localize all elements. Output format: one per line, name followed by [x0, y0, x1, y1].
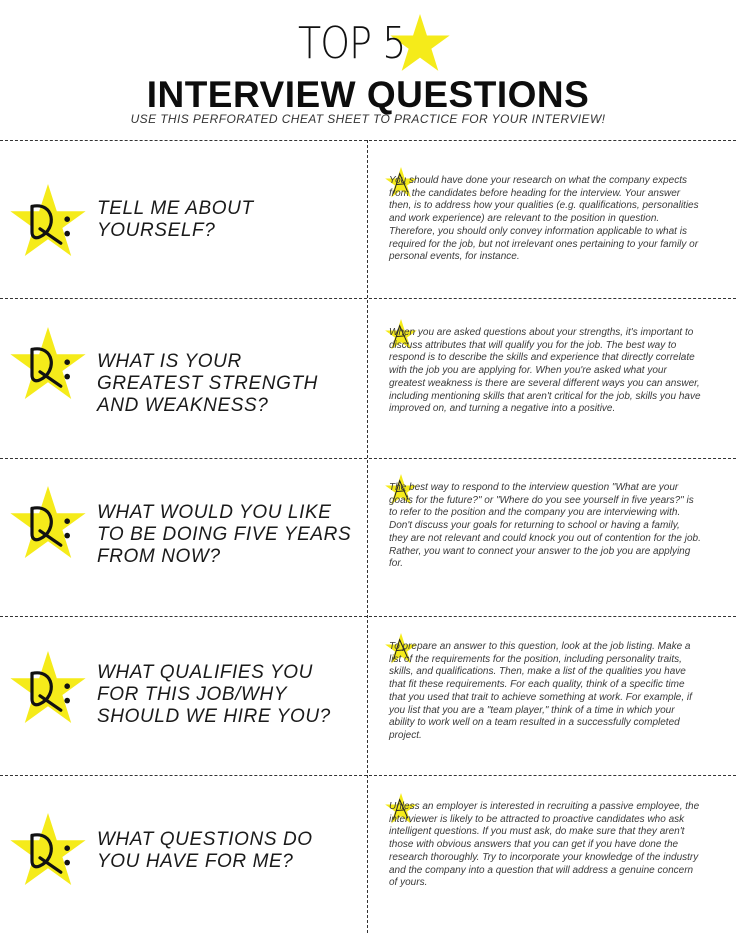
question-text: WHAT QUALIFIES YOU FOR THIS JOB/WHY SHOULD WE HIRE YOU?: [97, 662, 331, 727]
question-text: TELL ME ABOUT YOURSELF?: [97, 198, 254, 241]
question-text: WHAT IS YOUR GREATEST STRENGTH AND WEAKNESS?: [97, 351, 318, 416]
top-label: TOP 5: [298, 18, 406, 69]
qa-row: [0, 458, 736, 616]
question-text: WHAT QUESTIONS DO YOU HAVE FOR ME?: [97, 829, 313, 872]
top-label-group: [292, 14, 462, 76]
star-q-icon: [8, 484, 88, 564]
answer-text: You should have done your research on what the company expects from the candidates before heading for the interview. Your answer then, is to address how your qualities (e.g. qualifications, personalities and work experience) are relevant to the position in question. Therefore, you should only convey information applicable to what is required for the job, but not irrelevant ones pertaining to your family or personal events, for instance.: [389, 175, 699, 263]
qa-row: [0, 616, 736, 775]
qa-row: [0, 298, 736, 458]
star-q-icon: [8, 325, 88, 405]
qa-row: [0, 775, 736, 933]
star-q-icon: [8, 649, 88, 729]
page-title: INTERVIEW QUESTIONS: [146, 74, 590, 115]
answer-text: To prepare an answer to this question, look at the job listing. Make a list of the requirements for the position, including personality traits, skills, and qualifications. Then, make a list of the qualities you have that fit these requirements. For each quality, think of a specific time that you used that trait to achieve something at work. For example, if you list that you are a "team player," think of a time in which your ability to work well on a team resulted in a successfully completed project.: [389, 641, 692, 741]
answer-text: The best way to respond to the interview question "What are your goals for the future?" or "Where do you see yourself in five years?" is to refer to the position and the company you are interviewing with. Don't discuss your goals for returning to school or having a family, they are not relevant and could knock you out of contention for the job. Rather, you want to connect your answer to the job you are applying for.: [389, 482, 701, 570]
header: [0, 0, 736, 130]
star-q-icon: [8, 182, 88, 262]
page-subtitle: USE THIS PERFORATED CHEAT SHEET TO PRACTICE FOR YOUR INTERVIEW!: [130, 112, 606, 126]
star-q-icon: [8, 811, 88, 891]
answer-text: Unless an employer is interested in recruiting a passive employee, the interviewer is likely to be attracted to proactive candidates who ask intelligent questions. If you must ask, do make sure that they aren't those with obvious answers that you can get if you have done the research thoroughly. Try to incorporate your knowledge of the industry and the company into a question that will address a genuine concern of yours.: [389, 801, 700, 889]
answer-text: When you are asked questions about your strengths, it's important to discuss attributes that will qualify you for the job. The best way to respond is to describe the skills and experience that directly correlate with the job you are applying for. When you're asked what your greatest weakness is there are several different ways you can answer, including mentioning skills that aren't critical for the job, skills you have improved on, and turning a negative into a positive.: [389, 327, 701, 415]
qa-row: [0, 140, 736, 298]
question-text: WHAT WOULD YOU LIKE TO BE DOING FIVE YEARS FROM NOW?: [97, 502, 352, 567]
